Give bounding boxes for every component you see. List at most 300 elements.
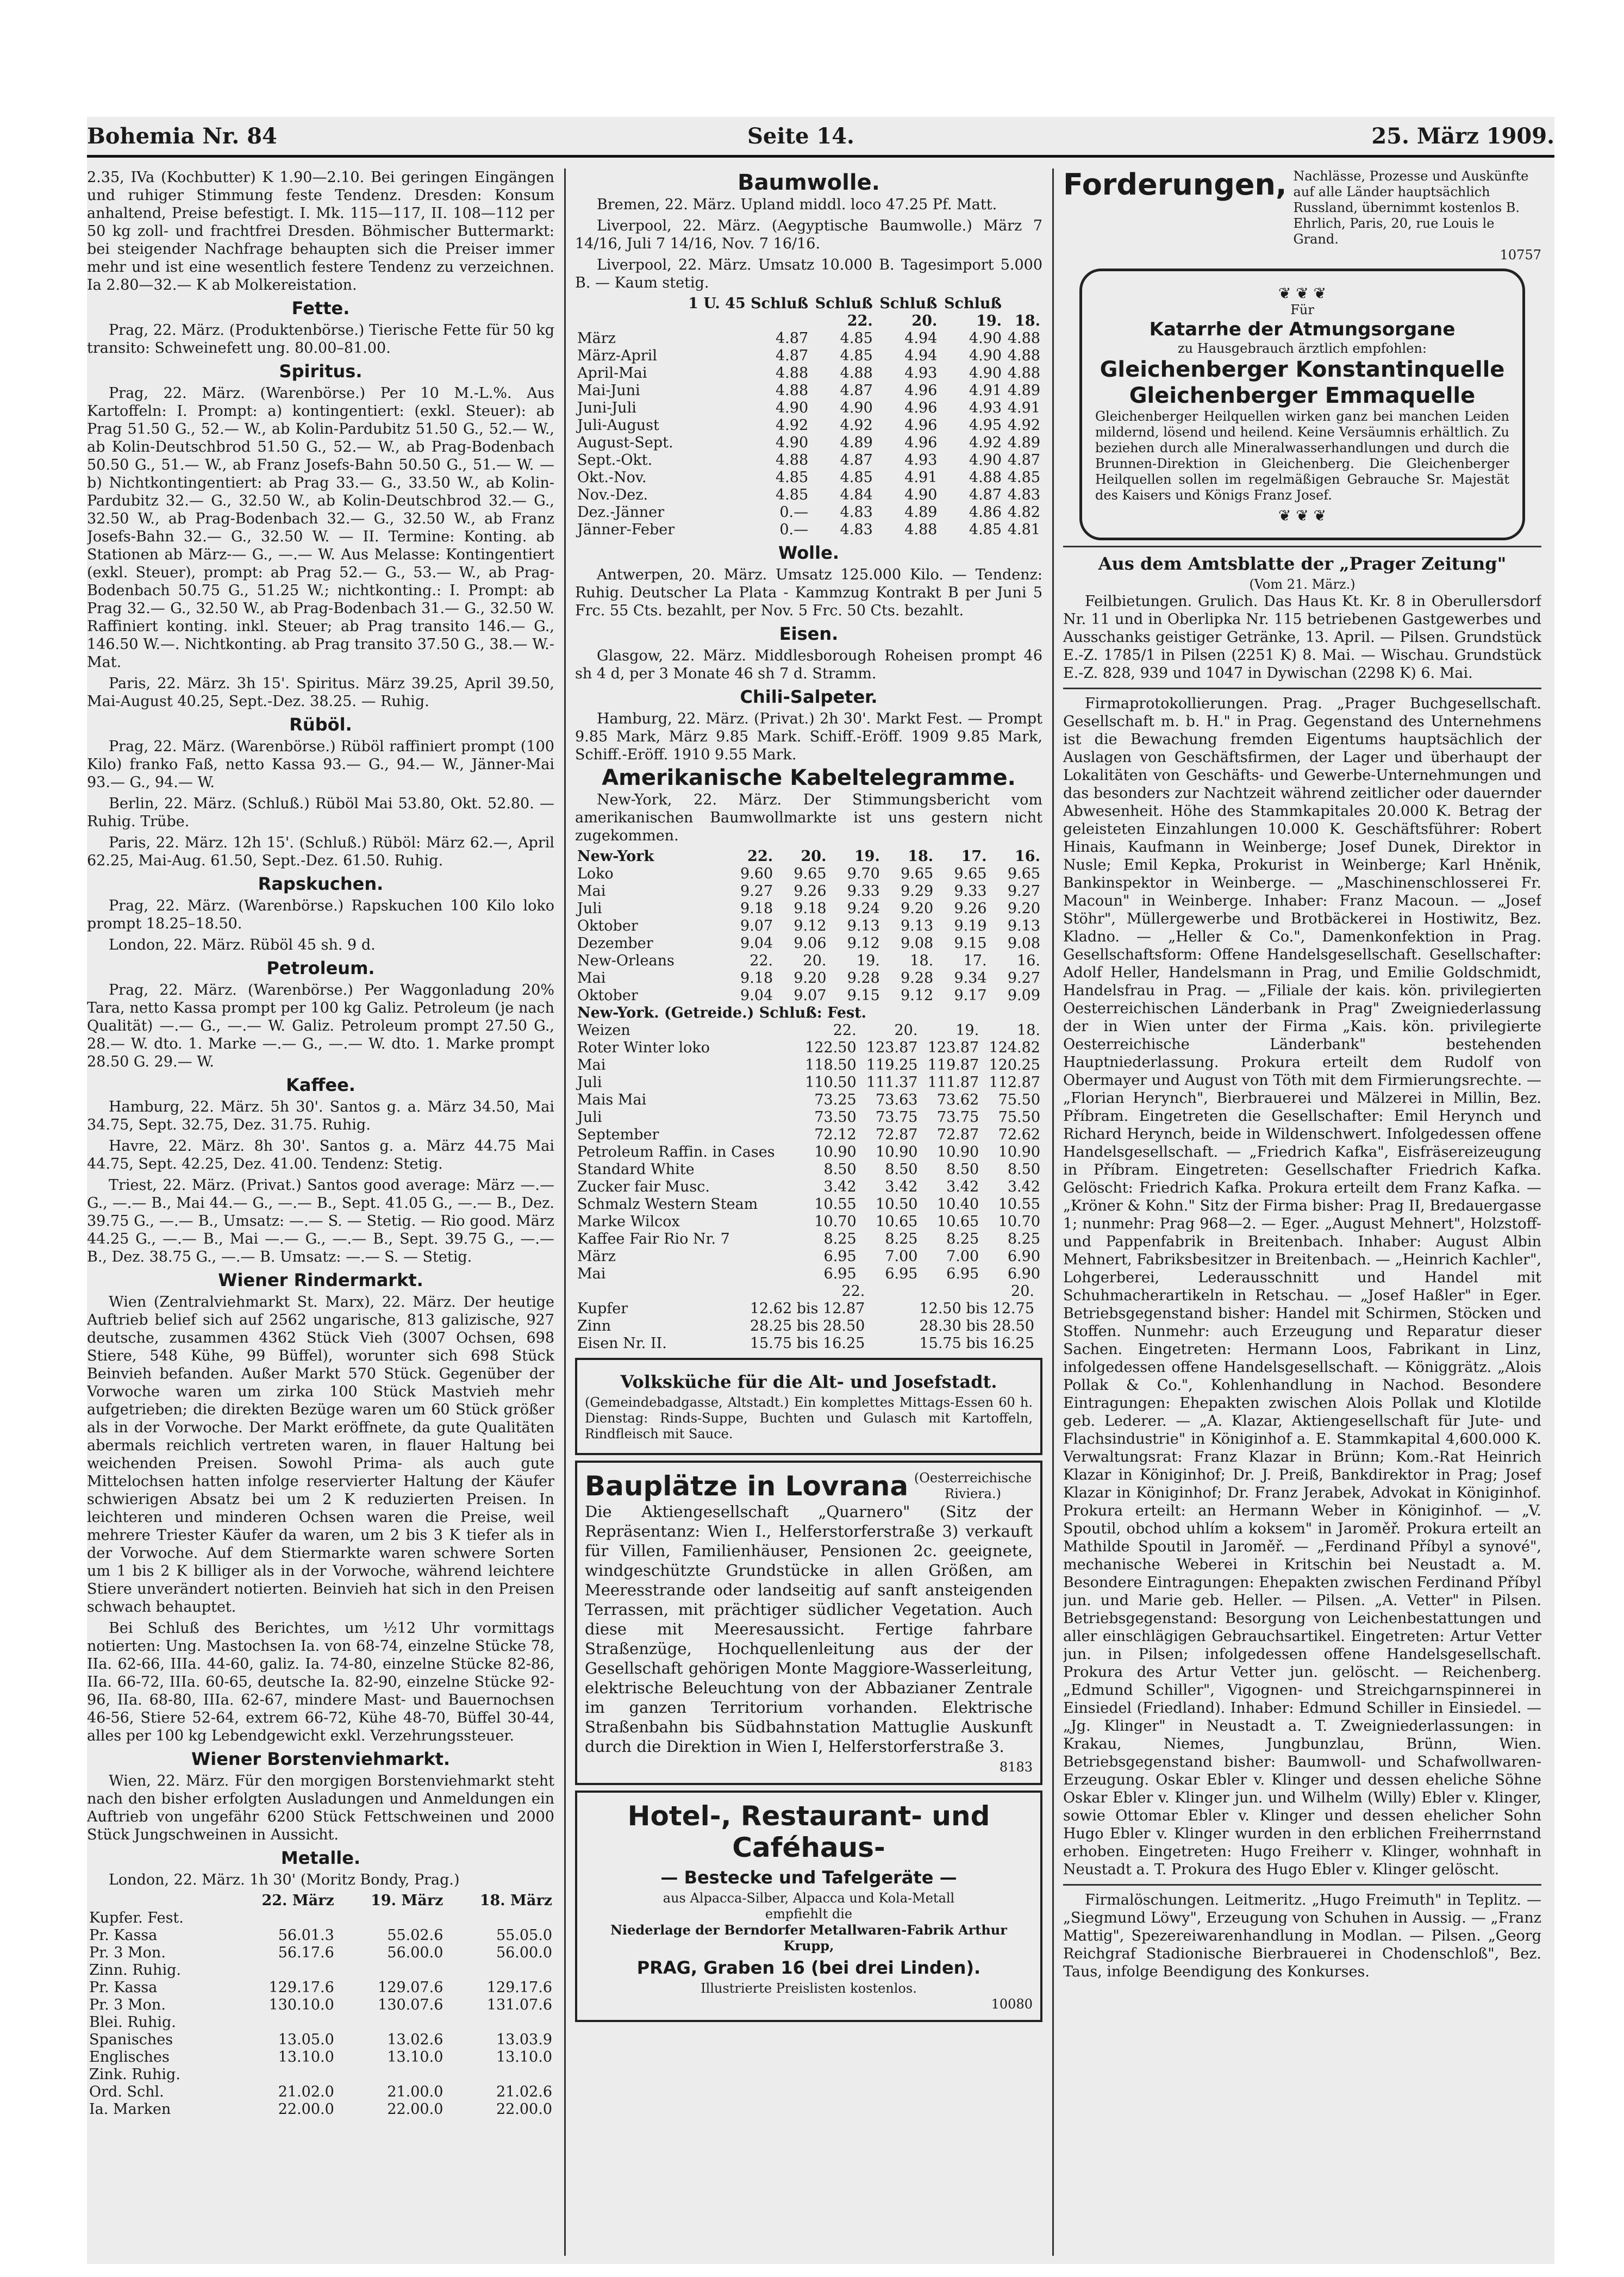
table-row: [575, 1213, 1042, 1231]
table-cell: Pr. Kassa: [89, 1927, 158, 1944]
table-cell: 3.42: [946, 1178, 979, 1195]
table-cell: 0.—: [779, 504, 809, 521]
table-cell: 13.10.0: [387, 2049, 444, 2066]
table-row: [575, 1109, 1042, 1126]
volkskueche-text: (Gemeindebadgasse, Altstadt.) Ein komplettes Mittags-Essen 60 h. Dienstag: Rinds-Suppe, Buchten und Gulasch mit Kartoffeln, Rindfleisch mit Sauce.: [585, 1395, 1033, 1442]
table-header-row: [87, 1892, 554, 1910]
table-cell: 4.93: [969, 400, 1002, 416]
table-cell: 9.65: [1007, 865, 1040, 882]
table-cell: 75.50: [998, 1091, 1040, 1108]
table-cell: 4.90: [904, 486, 938, 503]
table-cell: 4.87: [840, 382, 873, 399]
newyork-cotton-table: [575, 848, 1042, 1005]
table-cell: 19.: [856, 952, 880, 969]
table-cell: Mai: [577, 970, 606, 987]
table-cell: Weizen: [577, 1022, 630, 1039]
section-kabeltelegramme: Amerikanische Kabeltelegramme.: [602, 765, 1016, 790]
table-cell: 4.81: [1007, 521, 1040, 538]
section-wolle: Wolle.: [778, 542, 839, 563]
table-cell: [867, 1335, 873, 1352]
table-cell: 111.37: [866, 1074, 918, 1091]
table-cell: 8.25: [885, 1231, 918, 1247]
table-cell: 4.83: [840, 521, 873, 538]
table-cell: [445, 2014, 554, 2031]
amtsblatt-title: Aus dem Amtsblatte der „Prager Zeitung": [1098, 553, 1507, 574]
table-row: [575, 1300, 1042, 1318]
table-cell: 4.94: [904, 347, 938, 364]
table-cell: 4.90: [969, 330, 1002, 347]
table-cell: 8.25: [823, 1231, 857, 1247]
gleichenberg-recommend: zu Hausgebrauch ärztlich empfohlen:: [1178, 341, 1427, 356]
table-cell: 131.07.6: [486, 1997, 552, 2013]
table-cell: 12.62 bis 12.87: [749, 1300, 865, 1317]
grain-table-body: [575, 1022, 1042, 1283]
table-cell: Oktober: [577, 987, 638, 1004]
table-cell: 4.88: [904, 521, 938, 538]
table-cell: 10.65: [936, 1213, 979, 1230]
table-cell: 4.89: [1007, 434, 1040, 451]
table-cell: 4.96: [904, 417, 938, 434]
table-cell: 122.50: [805, 1039, 857, 1056]
table-cell: 10.90: [998, 1144, 1040, 1161]
hotel-line-4: PRAG, Graben 16 (bei drei Linden).: [636, 1957, 981, 1978]
table-row: [575, 1231, 1042, 1248]
table-cell: 4.89: [840, 434, 873, 451]
table-cell: Blei. Ruhig.: [89, 2014, 176, 2031]
table-row: [575, 1126, 1042, 1144]
section-baumwolle: Baumwolle.: [738, 170, 880, 195]
table-cell: Eisen Nr. II.: [577, 1335, 667, 1352]
bauplaetze-ad: [575, 1461, 1042, 1785]
table-cell: Sept.-Okt.: [577, 452, 653, 469]
table-header-row: [575, 848, 1042, 865]
table-cell: 9.24: [847, 900, 880, 917]
table-header-cell: 22. März: [261, 1892, 334, 1909]
table-cell: Mais Mai: [577, 1091, 647, 1108]
metal-price-table: [87, 1892, 554, 2118]
table-cell: 130.10.0: [268, 1997, 334, 2013]
table-cell: 72.87: [936, 1126, 979, 1143]
table-cell: 4.90: [776, 400, 809, 416]
table-cell: 7.00: [885, 1248, 918, 1265]
cotton-liverpool-egypt: Liverpool, 22. März. (Aegyptische Baumwolle.) März 7 14/16, Juli 7 14/16, Nov. 7 16/16.: [575, 217, 1042, 252]
cotton-table: [575, 295, 1042, 539]
table-cell: [227, 2066, 336, 2083]
table-cell: 4.90: [969, 452, 1002, 469]
table-cell: Zinn. Ruhig.: [89, 1962, 181, 1979]
table-cell: [445, 1962, 554, 1979]
table-cell: 9.08: [901, 935, 934, 952]
table-cell: 4.89: [1007, 382, 1040, 399]
bauplaetze-subtitle: (Oesterreichische Riviera.): [914, 1470, 1032, 1501]
table-cell: Standard White: [577, 1161, 695, 1178]
hotel-title: Hotel-, Restaurant- und Caféhaus-: [627, 1800, 990, 1863]
table-row: [87, 1997, 554, 2014]
table-cell: Dez.-Jänner: [577, 504, 665, 521]
table-cell: 4.84: [840, 486, 873, 503]
table-cell: August-Sept.: [577, 434, 673, 451]
table-cell: 22.: [749, 952, 773, 969]
table-row: [575, 347, 1042, 365]
table-cell: 3.42: [1007, 1178, 1040, 1195]
table-cell: Dezember: [577, 935, 653, 952]
table-cell: 56.00.0: [496, 1944, 552, 1961]
table-row: [575, 469, 1042, 486]
table-row: [575, 1265, 1042, 1283]
table-cell: 4.85: [840, 469, 873, 486]
table-cell: 8.25: [1007, 1231, 1040, 1247]
table-cell: 72.62: [998, 1126, 1040, 1143]
table-cell: 22.: [833, 1022, 857, 1039]
page-header: [87, 117, 1554, 158]
table-cell: 9.18: [740, 970, 773, 987]
table-cell: 4.92: [776, 417, 809, 434]
table-cell: 9.19: [954, 918, 987, 934]
table-cell: [227, 1962, 336, 1979]
table-cell: 9.27: [1007, 970, 1040, 987]
table-cell: 22.00.0: [278, 2101, 334, 2118]
table-cell: Marke Wilcox: [577, 1213, 680, 1230]
table-header-cell: 20.: [911, 313, 938, 329]
table-cell: 10.55: [998, 1196, 1040, 1213]
table-cell: 16.: [1017, 952, 1040, 969]
table-cell: 20.: [894, 1022, 918, 1039]
table-row: [575, 521, 1042, 539]
section-chili-salpeter: Chili-Salpeter.: [740, 687, 878, 707]
table-cell: 19.: [955, 1022, 979, 1039]
table-row: [87, 1979, 554, 1997]
table-cell: 4.83: [840, 504, 873, 521]
table-cell: 9.09: [1007, 987, 1040, 1004]
table-row: [575, 1196, 1042, 1213]
table-cell: 9.20: [1007, 900, 1040, 917]
table-cell: 6.95: [946, 1265, 979, 1282]
table-cell: 56.00.0: [387, 1944, 444, 1961]
table-cell: 73.50: [814, 1109, 857, 1126]
table-cell: 4.87: [776, 347, 809, 364]
gleichenberg-heading: Katarrhe der Atmungsorgane: [1149, 319, 1456, 340]
newyork-table-body: [575, 865, 1042, 1005]
table-cell: 8.50: [1007, 1161, 1040, 1178]
ornament-icon: ❦ ❦ ❦: [1278, 507, 1327, 525]
table-row: [575, 918, 1042, 935]
newyork-metal-table: [575, 1283, 1042, 1352]
table-cell: Juli: [577, 1074, 602, 1091]
hotel-number: 10080: [991, 1997, 1033, 2012]
table-cell: 15.75 bis 16.25: [919, 1335, 1034, 1352]
table-header-cell: 22.: [747, 848, 773, 865]
table-cell: Oktober: [577, 918, 638, 934]
table-cell: 9.18: [740, 900, 773, 917]
kaffee-havre: Havre, 22. März. 8h 30'. Santos g. a. März 44.75 Mai 44.75, Sept. 42.25, Dez. 41.00. Tendenz: Stetig.: [87, 1138, 554, 1172]
table-cell: 55.02.6: [387, 1927, 444, 1944]
table-cell: 9.12: [847, 935, 880, 952]
table-cell: April-Mai: [577, 365, 647, 382]
table-cell: 4.85: [776, 486, 809, 503]
cotton-liverpool: Liverpool, 22. März. Umsatz 10.000 B. Tagesimport 5.000 B. — Kaum stetig.: [575, 257, 1042, 291]
table-cell: Roter Winter loko: [577, 1039, 710, 1056]
table-cell: September: [577, 1126, 659, 1143]
table-cell: Zink. Ruhig.: [89, 2066, 180, 2083]
table-cell: 9.29: [901, 883, 934, 900]
ruboel-prag: Prag, 22. März. (Warenbörse.) Rüböl raffiniert prompt (100 Kilo) franko Faß, netto Kassa 93.— G., 94.— W., Jänner-Mai 93.— G., 94.— W.: [87, 738, 554, 791]
table-row: [575, 1074, 1042, 1091]
table-cell: 4.96: [904, 382, 938, 399]
table-cell: 4.85: [969, 521, 1002, 538]
table-cell: 18.: [910, 952, 934, 969]
table-cell: 9.17: [954, 987, 987, 1004]
table-cell: 9.04: [740, 935, 773, 952]
table-cell: Kaffee Fair Rio Nr. 7: [577, 1231, 730, 1247]
table-row: [575, 452, 1042, 469]
firmaprotokollierungen-text: Firmaprotokollierungen. Prag. „Prager Buchgesellschaft. Gesellschaft m. b. H." in Prag. Gegenstand des Unternehmens ist die Bewachung fremden Eigentums hauptsächlich der Auslagen von Geschäftsfirmen, der Lager und überhaupt der Lokalitäten von Geschäfts- und Gewerbe-Unternehmungen und das besonders zur Nachtzeit während zeitlicher oder dauernder Abwesenheit. Höhe des Stammkapitales 20.000 K. Betrag der geleisteten Einzahlungen 10.000 K. Geschäftsführer: Robert Hinais, Kaufmann in Weinberge; Josef Dunek, Direktor in Nusle; Emil Kepka, Prokurist in Weinberge; Karl Hněnik, Bankinspektor in Weinberge. — „Maschinenschlosserei Fr. Macoun" in Weinberge. Inhaber: Franz Macoun. — „Josef Stöhr", Müllergewerbe und Brotbäckerei in Hostiwitz, Bez. Kladno. — „Heller & Co.", Damenkonfektion in Prag. Gesellschaftsform: Offene Handelsgesellschaft. Gesellschafter: Adolf Heller, Handelsmann in Prag, und Emilie Goldschmidt, Handelsfrau in Prag. — „Filiale der kais. kön. privilegierten Oesterreichischen Länderbank in Prag" Zweigniederlassung der in Wien unter der Firma „Kais. kön. privilegierte Oesterreichische Länderbank" bestehenden Hauptniederlassung. Prokura erteilt dem Rudolf von Obermayer und August von Töth mit dem Firmierungsrechte. — „Florian Herynch", Bierbrauerei und Mälzerei in Millin, Bez. Příbram. Eingetreten die Gesellschafter: Emil Herynch und Richard Herynch, beide in Wildenschwert. Infolgedessen offene Handelsgesellschaft. — „Friedrich Kafka", Eisfräsereizeugung in Příbram. Eingetreten: Gesellschafter Friedrich Kafka. Gelöscht: Friedrich Kafka. Prokura erteilt dem Franz Kafka. — „Kröner & Kohn." Sitz der Firma bisher: Prag II, Bredauergasse 1; nunmehr: Prag 968—2. — Eger. „August Mehnert", Holzstoff- und Pappenfabrik in Breitenbach. Inhaber: August Albin Mehnert, Fabriksbesitzer in Breitenbach. — „Heinrich Kachler", Lohgerberei, Lederausschnitt und Handel mit Schuhmacherartikeln in Retschau. — „Josef Haßler" in Eger. Betriebsgegenstand bisher: Handel mit Schirmen, Stöcken und Stoffen. Nunmehr: auch Erzeugung und Reparatur dieser Sachen. Eingetreten: Hermann Loos, Fabrikant in Linz, infolgedessen offene Handelsgesellschaft. — Königgrätz. „Alois Pollak & Co.", Kohlenhandlung in Nachod. Besondere Eintragungen: Ehepakten zwischen Alois Pollak und Klotilde geb. Lederer. — „A. Klazar, Aktiengesellschaft für Jute- und Flachsindustrie" in Königinhof a. E. Stammkapital 4,600.000 K. Verwaltungsrat: Franz Klazar in Brünn; Kom.-Rat Heinrich Klazar in Königinhof; Dr. J. Preiß, Bankdirektor in Prag; Josef Klazar in Königinhof; Dr. Franz Jerabek, Advokat in Königinhof. Prokura erteilt: an Hermann Weber in Königinhof. — „V. Spoutil, obchod uhlím a koksem" in Jaroměř. Prokura erteilt an Mathilde Spoutil in Jaroměř. — „Ferdinand Příbyl a synové", mechanische Weberei in Kritschin bei Neustadt a. M. Besondere Eintragungen: Ehepakten zwischen Ferdinand Příbyl jun. und Marie geb. Heller. — Pilsen. „A. Vetter" in Pilsen. Betriebsgegenstand: Besorgung von Leichenbestattungen und aller einschlägigen Gebrauchsartikel. Eingetreten: Artur Vetter jun. in Pilsen; infolgedessen offene Handelsgesellschaft. Prokura des Artur Vetter jun. gelöscht. — Reichenberg. „Edmund Schiller", Vigognen- und Streichgarnspinnerei in Einsiedel (Friedland). Inhaber: Edmund Schiller in Einsiedel. — „Jg. Klinger" in Neustadt a. T. Zweigniederlassungen: in Krakau, Niemes, Jungbunzlau, Brünn, Wien. Betriebsgegenstand bisher: Baumwoll- und Schafwollwaren-Erzeugung. Oskar Ebler v. Klinger und dessen eheliche Söhne Oskar Ebler v. Klinger jun. und Wilhelm (Willy) Ebler v. Klinger, sowie Ottomar Ebler v. Klinger und dessen ehelicher Sohn Hugo Ebler v. Klinger wurden in den erblichen Freiherrnstand erhoben. Eingetreten: Hugo Freiherr v. Klinger, wohnhaft in Neustadt a. T. Prokura des Hugo Ebler v. Klinger gelöscht.: [1063, 695, 1541, 1878]
section-metalle: Metalle.: [280, 1848, 361, 1868]
header-date: 25. März 1909.: [1371, 123, 1554, 149]
table-cell: 129.17.6: [486, 1979, 552, 1996]
table-cell: 9.07: [740, 918, 773, 934]
section-fette: Fette.: [291, 298, 350, 319]
table-cell: 4.83: [1007, 486, 1040, 503]
gleichenberg-text: Gleichenberger Heilquellen wirken ganz bei manchen Leiden mildernd, lösend und heilend. Keine Versäumnis erhältlich. Zu beziehen durch alle Mineralwasserhandlungen und durch die Brunnen-Direktion in Gleichenberg. Die Gleichenberger Heilquellen sollen im regelmäßigen Gebrauche Sr. Majestät des Kaisers und Königs Franz Josef.: [1095, 409, 1509, 503]
table-row: [87, 2066, 554, 2083]
table-cell: Mai: [577, 1057, 606, 1074]
table-row: [575, 1144, 1042, 1161]
table-cell: 9.13: [847, 918, 880, 934]
bauplaetze-number: 8183: [999, 1760, 1033, 1775]
fette-prag: Prag, 22. März. (Produktenbörse.) Tierische Fette für 50 kg transito: Schweinefett ung. 80.00–81.00.: [87, 322, 554, 357]
table-row: [575, 935, 1042, 952]
table-row: [87, 2049, 554, 2066]
table-cell: 10.55: [814, 1196, 857, 1213]
table-cell: 4.88: [840, 365, 873, 382]
table-header-cell: New-York. (Getreide.) Schluß: Fest.: [577, 1005, 867, 1021]
spiritus-prag: Prag, 22. März. (Warenbörse.) Per 10 M.-L.%. Aus Kartoffeln: I. Prompt: a) kontingentiert: (exkl. Steuer): ab Prag 51.50 G., 52.— W., ab Kolin-Pardubitz 51.50 G., 52.— W., ab Kolin-Deutschbrod 51.50 G., 52.— W., ab Prag-Bodenbach 50.50 G., 51.— W., ab Franz Josefs-Bahn 50.50 G., 51.— W. — b) Nichtkontingentiert: ab Prag 33.— G., 33.50 W., ab Kolin-Pardubitz 32.— G., 32.50 W., ab Kolin-Deutschbrod 32.— G., 32.50 W., ab Prag-Bodenbach 32.— G., 32.50 W., ab Franz Josefs-Bahn 32.— G., 32.50 W. — II. Termine: Konting. ab Stationen ab März-— G., —.— W. Aus Melasse: Kontingentiert (exkl. Steuer), prompt: ab Prag 52.— G., 53.— W., ab Prag-Bodenbach 50.75 G., 51.25 W.; nichtkonting.: I. Prompt: ab Prag 32.— G., 32.50 W., ab Prag-Bodenbach 31.— G., 32.50 W. Raffiniert konting. inkl. Steuer; ab Prag transito 146.— G., 146.50 W.—. Nichtkonting. ab Prag transito 37.50 G., 38.— W.-Mat.: [87, 385, 554, 671]
table-cell: 6.90: [1007, 1248, 1040, 1265]
section-petroleum: Petroleum.: [266, 958, 375, 978]
table-cell: 4.87: [969, 486, 1002, 503]
hotel-line-2: empfiehlt die: [765, 1906, 853, 1922]
table-cell: 8.50: [885, 1161, 918, 1178]
hotel-subtitle: — Bestecke und Tafelgeräte —: [660, 1867, 957, 1888]
table-cell: 4.91: [904, 469, 938, 486]
table-cell: 9.27: [1007, 883, 1040, 900]
table-cell: 4.86: [969, 504, 1002, 521]
table-cell: 8.50: [823, 1161, 857, 1178]
table-cell: 12.50 bis 12.75: [919, 1300, 1034, 1317]
table-cell: 22.: [841, 1283, 865, 1300]
table-cell: 9.65: [901, 865, 934, 882]
table-cell: 4.90: [840, 400, 873, 416]
table-cell: 55.05.0: [496, 1927, 552, 1944]
table-cell: Pr. 3 Mon.: [89, 1997, 166, 2013]
forderungen-text: Nachlässe, Prozesse und Auskünfte auf alle Länder hauptsächlich Russland, übernimmt kostenlos B. Ehrlich, Paris, 20, rue Louis le Grand.: [1293, 169, 1529, 247]
table-header-cell: 19.: [976, 313, 1002, 329]
table-cell: 73.25: [814, 1091, 857, 1108]
table-cell: 13.02.6: [387, 2031, 444, 2048]
table-cell: 15.75 bis 16.25: [749, 1335, 865, 1352]
newyork-grain-table: [575, 1005, 1042, 1283]
table-row: [575, 486, 1042, 504]
table-cell: 73.75: [876, 1109, 918, 1126]
table-cell: 4.92: [969, 434, 1002, 451]
iron-glasgow: Glasgow, 22. März. Middlesborough Roheisen prompt 46 sh 4 d, per 3 Monate 46 sh 7 d. Stramm.: [575, 647, 1042, 682]
hotel-line-1: aus Alpacca-Silber, Alpacca und Kola-Metall: [663, 1891, 955, 1906]
table-header-cell: 19.: [854, 848, 880, 865]
table-cell: [336, 1962, 446, 1979]
table-row: [575, 382, 1042, 400]
table-row: [575, 865, 1042, 883]
table-header-cell: [1004, 295, 1042, 313]
table-row: [87, 1944, 554, 1962]
table-header-cell: [575, 313, 681, 330]
column-divider: [564, 169, 566, 2256]
table-cell: Mai: [577, 883, 606, 900]
table-cell: 119.25: [866, 1057, 918, 1074]
table-cell: 4.95: [969, 417, 1002, 434]
table-cell: 120.25: [989, 1057, 1040, 1074]
bauplaetze-heading: [585, 1470, 1033, 1502]
table-cell: [1036, 1335, 1042, 1352]
cable-intro: New-York, 22. März. Der Stimmungsbericht vom amerikanischen Baumwollmarkte ist uns gestern nicht zugekommen.: [575, 791, 1042, 844]
table-cell: 4.93: [904, 452, 938, 469]
table-row: [575, 1283, 1042, 1300]
table-header-cell: 17.: [961, 848, 987, 865]
table-cell: 73.62: [936, 1091, 979, 1108]
table-header-cell: [681, 313, 810, 330]
table-cell: [445, 1910, 554, 1927]
table-cell: 10.40: [936, 1196, 979, 1213]
table-cell: 3.42: [885, 1178, 918, 1195]
table-row: [575, 434, 1042, 452]
table-cell: 4.88: [1007, 330, 1040, 347]
table-cell: 4.85: [776, 469, 809, 486]
table-header-cell: [87, 1892, 227, 1910]
table-cell: 72.12: [814, 1126, 857, 1143]
table-cell: 4.87: [1007, 452, 1040, 469]
metal2-table-body: [575, 1283, 1042, 1352]
forderungen-title: Forderungen,: [1063, 169, 1287, 202]
table-row: [87, 2014, 554, 2031]
bauplaetze-title: Bauplätze in Lovrana: [585, 1470, 909, 1502]
table-cell: 72.87: [876, 1126, 918, 1143]
metalle-london: London, 22. März. 1h 30' (Moritz Bondy, Prag.): [109, 1871, 460, 1888]
table-cell: Pr. 3 Mon.: [89, 1944, 166, 1961]
table-cell: 73.63: [876, 1091, 918, 1108]
gleichenberg-ad: [1079, 269, 1525, 540]
table-cell: [227, 1910, 336, 1927]
table-cell: 9.20: [794, 970, 827, 987]
table-header-cell: 18. März: [479, 1892, 552, 1909]
table-cell: 9.12: [901, 987, 934, 1004]
table-cell: 4.88: [776, 382, 809, 399]
table-header-row: [575, 1005, 1042, 1022]
ruboel-berlin: Berlin, 22. März. (Schluß.) Rüböl Mai 53.80, Okt. 52.80. — Ruhig. Trübe.: [87, 795, 554, 830]
table-cell: 4.87: [840, 452, 873, 469]
hotel-ad: [575, 1791, 1042, 2022]
table-cell: 10.90: [814, 1144, 857, 1161]
table-cell: 9.07: [794, 987, 827, 1004]
petroleum-prag: Prag, 22. März. (Warenbörse.) Per Waggonladung 20% Tara, netto Kassa prompt per 100 kg Galiz. Petroleum (je nach Qualität) —.— G., —.— W. Galiz. Petroleum prompt 27.50 G., 28.— W. dto. 1. Marke —.— G., —.— W. dto. 1. Marke prompt 28.50 G. 29.— W.: [87, 982, 554, 1070]
table-cell: 6.90: [1007, 1265, 1040, 1282]
rapskuchen-prag: Prag, 22. März. (Warenbörse.) Rapskuchen 100 Kilo loko prompt 18.25–18.50.: [87, 897, 554, 932]
section-spiritus: Spiritus.: [279, 361, 363, 382]
table-cell: 9.08: [1007, 935, 1040, 952]
table-cell: 4.89: [904, 504, 938, 521]
table-cell: 22.00.0: [496, 2101, 552, 2118]
table-cell: 4.88: [969, 469, 1002, 486]
table-cell: 28.30 bis 28.50: [919, 1318, 1034, 1334]
table-cell: [1036, 1300, 1042, 1318]
table-cell: März: [577, 1248, 616, 1265]
ornament-icon: ❦ ❦ ❦: [1278, 284, 1327, 302]
table-cell: Schmalz Western Steam: [577, 1196, 758, 1213]
firmaloeschungen-text: Firmalöschungen. Leitmeritz. „Hugo Freimuth" in Teplitz. — „Siegmund Löwy", Erzeugung von Schuhen in Aussig. — „Franz Mattig", Spezereiwarenhandlung in Modlan. — Pilsen. „Georg Reichgraf Stadionische Bierbrauerei in Chodenschloß", Bez. Taus, infolge Beendigung des Konkurses.: [1063, 1892, 1541, 1980]
table-header-cell: 19. März: [371, 1892, 444, 1909]
table-cell: Ord. Schl.: [89, 2083, 164, 2100]
table-header-cell: 18.: [908, 848, 934, 865]
table-cell: 21.02.6: [496, 2083, 552, 2100]
table-cell: 4.96: [904, 400, 938, 416]
hotel-line-5: Illustrierte Preislisten kostenlos.: [701, 1981, 917, 1996]
feilbietungen-text: Feilbietungen. Grulich. Das Haus Kt. Kr. 8 in Oberullersdorf Nr. 11 und in Oberlipka Nr. 115 betriebenen Gastgewerbes und Ausschanks geistiger Getränke, 13. April. — Pilsen. Grundstück E.-Z. 1785/1 in Pilsen (2251 K) 8. Mai. — Wischau. Grundstück E.-Z. 828, 939 und 1047 in Dywischan (2298 K) 6. Mai.: [1063, 593, 1541, 682]
table-cell: [227, 2014, 336, 2031]
section-borstenvieh: Wiener Borstenviehmarkt.: [191, 1749, 451, 1769]
rindermarkt-report: Wien (Zentralviehmarkt St. Marx), 22. März. Der heutige Auftrieb belief sich auf 2562 ungarische, 813 galizische, 927 deutsche, zusammen 4362 Stück Vieh (3007 Ochsen, 698 Stiere, 548 Kühe, 99 Büffel), worunter sich 698 Stück Beinvieh befanden. Außer Markt 570 Stück. Gegenüber der Vorwoche waren um zirka 100 Stück Mastvieh mehr aufgetrieben; die direkten Bezüge waren um 60 Stück größer als in der Vorwoche. Der Markt eröffnete, da gute Qualitäten abermals reichlich vertreten waren, in flauer Haltung bei weichenden Preisen. Sowohl Prima- als auch gute Mittelochsen hatten infolge reservierter Haltung der Käufer schwierigen Absatz bei um 2 K reduzierten Preisen. In leichteren und minderen Ochsen waren die Preise, weil mehrere Triester Käufer da waren, um 2 bis 3 K tiefer als in der Vorwoche. Auf dem Stiermarkte waren schwere Sorten um 1 bis 2 K billiger als in der Vorwoche, während leichtere Stiere unverändert notierten. Beinvieh hat sich in den Preisen schwach behauptet.: [87, 1294, 554, 1615]
divider: [1063, 546, 1541, 547]
butter-report: 2.35, IVa (Kochbutter) K 1.90—2.10. Bei geringen Eingängen und ruhiger Stimmung feste Tendenz. Dresden: Konsum anhaltend, Preise befestigt. I. Mk. 115—117, II. 108—112 per 50 kg zoll- und frachtfrei Dresden. Böhmischer Buttermarkt: bei steigender Nachfrage behaupten sich die Preiser immer mehr und ist eine wesentlich festere Tendenz zu verzeichnen. Ia 2.80—32.— K ab Molkereistation.: [87, 169, 554, 294]
table-row: [575, 1178, 1042, 1196]
table-cell: 10.90: [936, 1144, 979, 1161]
table-cell: 9.15: [847, 987, 880, 1004]
table-cell: [1036, 1283, 1042, 1300]
table-cell: Zucker fair Musc.: [577, 1178, 710, 1195]
section-ruboel: Rüböl.: [289, 714, 352, 735]
column-commodities: [87, 169, 554, 2256]
table-cell: 0.—: [779, 521, 809, 538]
table-row: [575, 987, 1042, 1005]
table-cell: 112.87: [989, 1074, 1040, 1091]
table-cell: [1036, 1318, 1042, 1335]
table-cell: 4.88: [1007, 365, 1040, 382]
table-cell: 9.27: [740, 883, 773, 900]
table-header-cell: 20.: [801, 848, 827, 865]
table-row: [575, 1091, 1042, 1109]
table-cell: 9.33: [954, 883, 987, 900]
table-header-cell: 22.: [847, 313, 873, 329]
table-cell: 4.91: [1007, 400, 1040, 416]
table-cell: [336, 2014, 446, 2031]
table-cell: 13.10.0: [278, 2049, 334, 2066]
table-cell: 10.70: [998, 1213, 1040, 1230]
table-row: [575, 417, 1042, 434]
forderungen-heading: [1063, 169, 1541, 247]
table-row: [575, 365, 1042, 382]
table-row: [575, 900, 1042, 918]
table-cell: 9.13: [901, 918, 934, 934]
table-header-cell: New-York: [577, 848, 654, 865]
table-cell: Okt.-Nov.: [577, 469, 647, 486]
cotton-bremen: Bremen, 22. März. Upland middl. loco 47.25 Pf. Matt.: [597, 196, 997, 213]
table-cell: Mai-Juni: [577, 382, 640, 399]
table-cell: Spanisches: [89, 2031, 173, 2048]
table-cell: 4.87: [776, 330, 809, 347]
divider: [1063, 688, 1541, 689]
forderungen-ad: [1063, 169, 1541, 263]
table-cell: 4.88: [776, 365, 809, 382]
table-cell: 9.65: [954, 865, 987, 882]
table-cell: 4.96: [904, 434, 938, 451]
table-cell: 124.82: [989, 1039, 1040, 1056]
